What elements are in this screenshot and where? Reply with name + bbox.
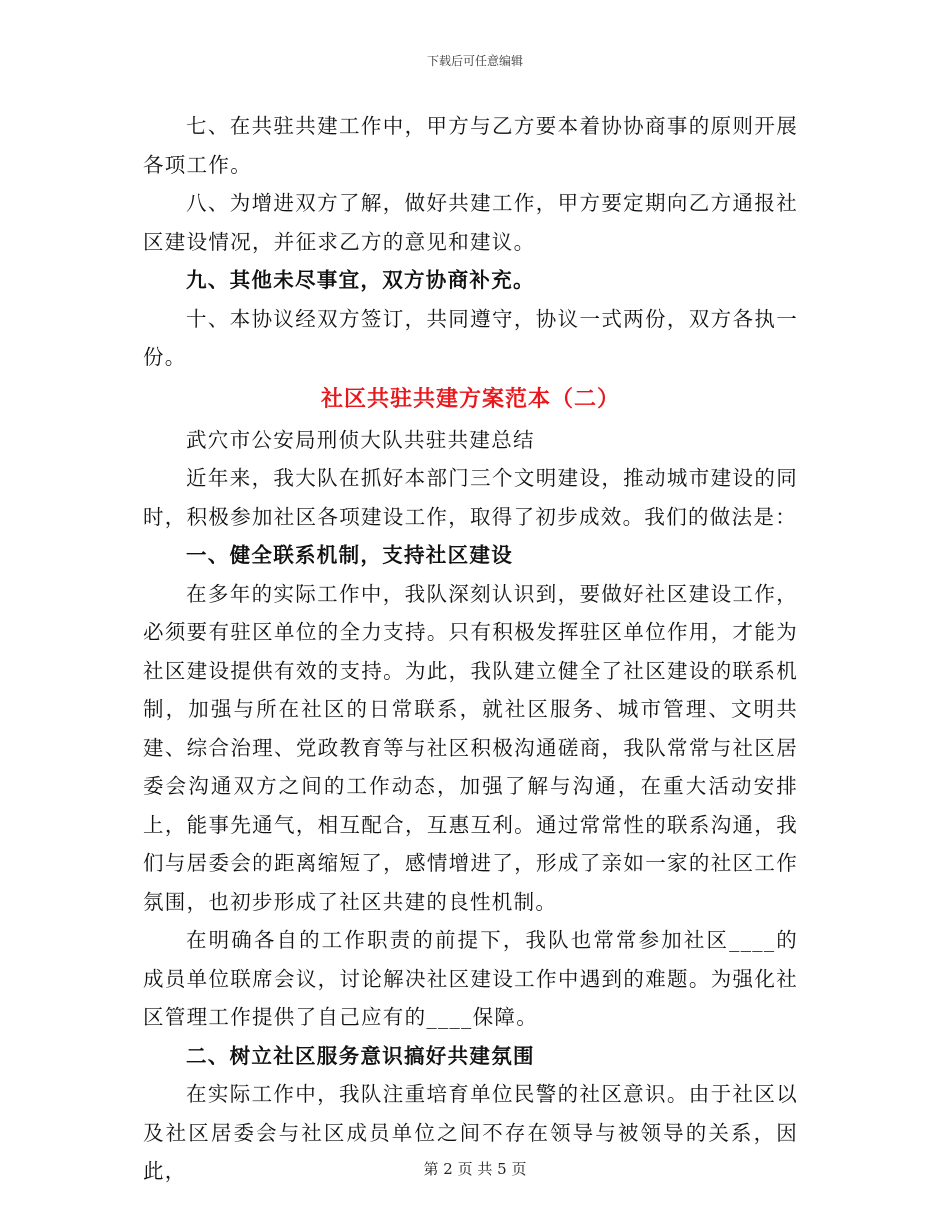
- document-subtitle: 武穴市公安局刑侦大队共驻共建总结: [186, 427, 535, 452]
- paragraph-item-10: 十、本协议经双方签订，共同遵守，协议一式两份，双方各执一份。: [143, 306, 798, 369]
- document-body: [143, 107, 798, 1191]
- page-footer: 第 2 页 共 5 页: [423, 1160, 527, 1178]
- paragraph-item-8: 八、为增进双方了解，做好共建工作，甲方要定期向乙方通报社区建设情况，并征求乙方的意见和建议。: [143, 191, 798, 254]
- heading-two: 二、树立社区服务意识搞好共建氛围: [186, 1043, 535, 1068]
- body-paragraph-2: 在明确各自的工作职责的前提下，我队也常常参加社区____的成员单位联席会议，讨论解决社区建设工作中遇到的难题。为强化社区管理工作提供了自己应有的____保障。: [143, 928, 798, 1029]
- heading-one: 一、健全联系机制，支持社区建设: [186, 543, 513, 567]
- paragraph-item-7: 七、在共驻共建工作中，甲方与乙方要本着协协商事的原则开展各项工作。: [143, 114, 798, 177]
- body-paragraph-1: 在多年的实际工作中，我队深刻认识到，要做好社区建设工作，必须要有驻区单位的全力支持。只有积极发挥驻区单位作用，才能为社区建设提供有效的支持。为此，我队建立健全了社区建设的联系机制，加强与所在社区的日常联系，就社区服务、城市管理、文明共建、综合治理、党政教育等与社区积极沟通磋商，我队常常与社区居委会沟通双方之间的工作动态，加强了解与沟通，在重大活动安排上，能事先通气，相互配合，互惠互利。通过常常性的联系沟通，我们与居委会的距离缩短了，感情增进了，形成了亲如一家的社区工作氛围，也初步形成了社区共建的良性机制。: [143, 581, 798, 914]
- body-paragraph-3: 在实际工作中，我队注重培育单位民警的社区意识。由于社区以及社区居委会与社区成员单位之间不存在领导与被领导的关系，因此，: [143, 1082, 798, 1183]
- section-title: 社区共驻共建方案范本（二）: [320, 385, 620, 412]
- paragraph-item-9: 九、其他未尽事宜，双方协商补充。: [186, 268, 535, 292]
- page-header: 下载后可任意编辑: [426, 54, 523, 68]
- intro-paragraph: 近年来，我大队在抓好本部门三个文明建设，推动城市建设的同时，积极参加社区各项建设工作，取得了初步成效。我们的做法是：: [143, 466, 798, 529]
